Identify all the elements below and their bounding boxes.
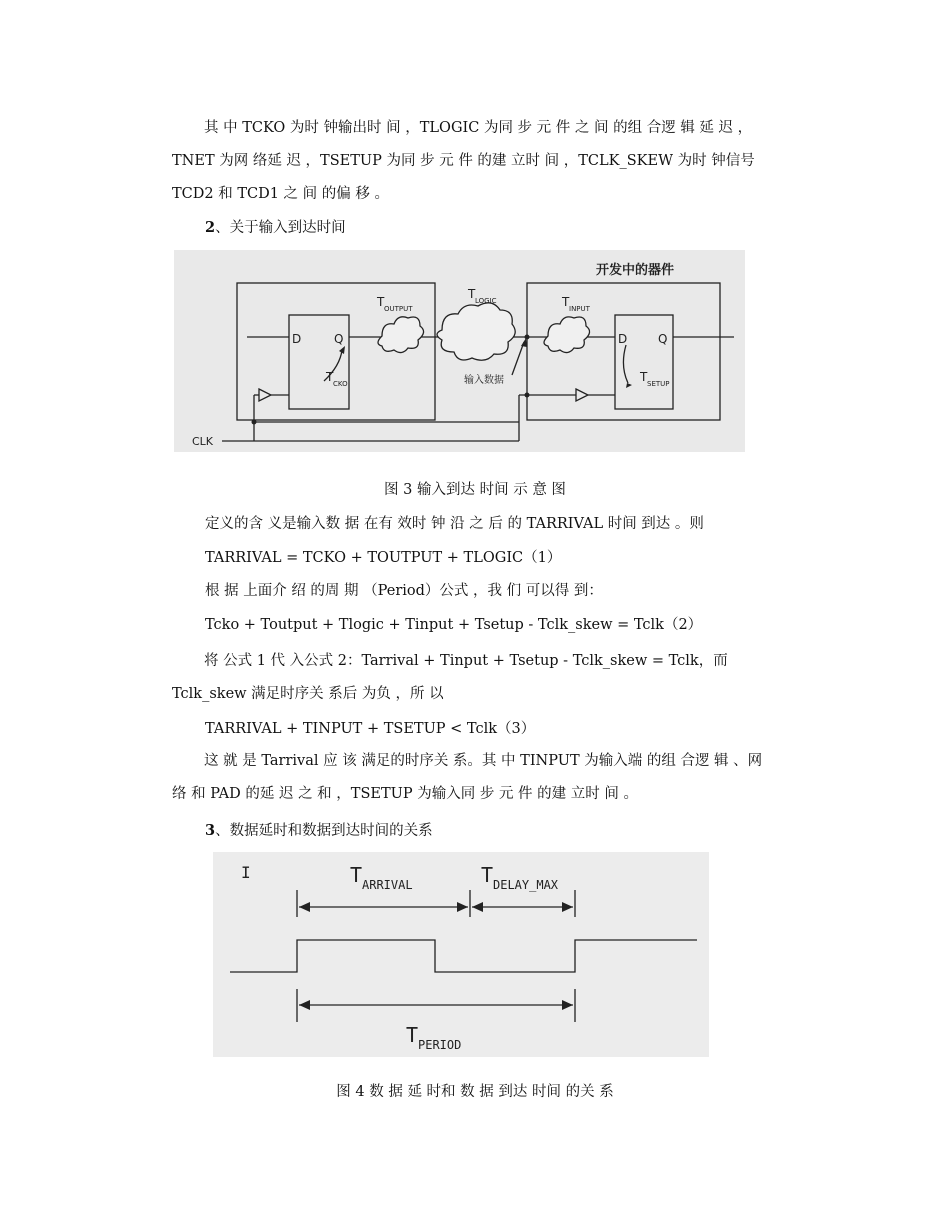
label-input-data: 输入数据	[464, 375, 504, 386]
label-d-target: D	[618, 332, 628, 346]
label-t-output: T	[377, 295, 385, 309]
equation-3: TARRIVAL + TINPUT + TSETUP < Tclk（3）	[205, 721, 536, 737]
section-heading-3	[205, 821, 433, 841]
cloud-output	[378, 317, 424, 353]
label-input-sub: INPUT	[569, 305, 590, 313]
label-delay-max-sub: DELAY_MAX	[493, 878, 559, 892]
label-arrival-sub: ARRIVAL	[362, 878, 413, 892]
paragraph-substitution: 将 公式 1 代 入公式 2：Tarrival + Tinput + Tsetup - Tclk_skew = Tclk，而 Tclk_skew 满足时序关 系后 为负 ，所 以	[172, 653, 728, 702]
label-t-logic: T	[468, 287, 476, 301]
label-logic-sub: LOGIC	[475, 297, 497, 305]
label-q-target: Q	[658, 332, 668, 346]
paragraph-period: 根 据 上面介 绍 的周 期 （Period）公式 ，我 们 可以得 到：	[205, 583, 603, 599]
paragraph-explanation: 这 就 是 Tarrival 应 该 满足的时序关 系。其 中 TINPUT 为输入端 的组 合逻 辑 、网 络 和 PAD 的延 迟 之 和 ，TSETUP 为输入同 步 元 件 的建 立时 间 。	[172, 753, 763, 802]
cloud-logic	[437, 303, 515, 360]
label-t-period: T	[406, 1023, 419, 1047]
cloud-input	[544, 317, 590, 353]
label-d-source: D	[292, 332, 302, 346]
paragraph-definition: 定义的含 义是输入数 据 在有 效时 钟 沿 之 后 的 TARRIVAL 时间 到达 。则	[205, 516, 704, 532]
figure-4-marker: I	[241, 863, 251, 882]
label-clk: CLK	[192, 435, 214, 448]
figure-4-svg	[213, 852, 709, 1057]
label-t-arrival: T	[350, 863, 363, 887]
label-t-setup: T	[640, 370, 648, 384]
figure-3-svg	[174, 250, 745, 452]
label-period-sub: PERIOD	[418, 1038, 462, 1052]
clock-waveform	[230, 940, 697, 972]
section-title: 、数据延时和数据到达时间的关系	[215, 823, 433, 839]
label-t-cko: T	[326, 370, 334, 384]
label-setup-sub: SETUP	[647, 380, 670, 388]
figure-4-timing-diagram	[213, 852, 709, 1057]
section-title: 、关于输入到达时间	[215, 220, 346, 236]
figure-3-caption: 图 3 输入到达 时间 示 意 图	[384, 482, 566, 498]
label-q-source: Q	[334, 332, 344, 346]
section-number: 2	[205, 219, 216, 236]
flipflop-source	[289, 315, 349, 409]
label-t-delay-max: T	[481, 863, 494, 887]
paragraph-timing-definitions: 其 中 TCKO 为时 钟输出时 间 ，TLOGIC 为同 步 元 件 之 间 的组 合逻 辑 延 迟 ，TNET 为网 络延 迟 ，TSETUP 为同 步 元 件 的建 立时 间 ，TCLK_SKEW 为时 钟信号 TCD2 和 TCD1 之 间 的偏 移 。	[172, 120, 755, 202]
label-t-input: T	[562, 295, 570, 309]
equation-1: TARRIVAL = TCKO + TOUTPUT + TLOGIC（1）	[205, 550, 562, 566]
label-output-sub: OUTPUT	[384, 305, 413, 313]
section-number: 3	[205, 822, 216, 839]
figure-4-caption: 图 4 数 据 延 时和 数 据 到达 时间 的关 系	[336, 1084, 614, 1100]
figure-3-input-arrival-diagram	[174, 250, 745, 452]
equation-2: Tcko + Toutput + Tlogic + Tinput + Tsetup - Tclk_skew = Tclk（2）	[205, 617, 703, 633]
section-heading-2	[205, 218, 346, 238]
label-cko-sub: CKO	[333, 380, 348, 388]
figure-3-device-title: 开发中的器件	[596, 263, 675, 278]
